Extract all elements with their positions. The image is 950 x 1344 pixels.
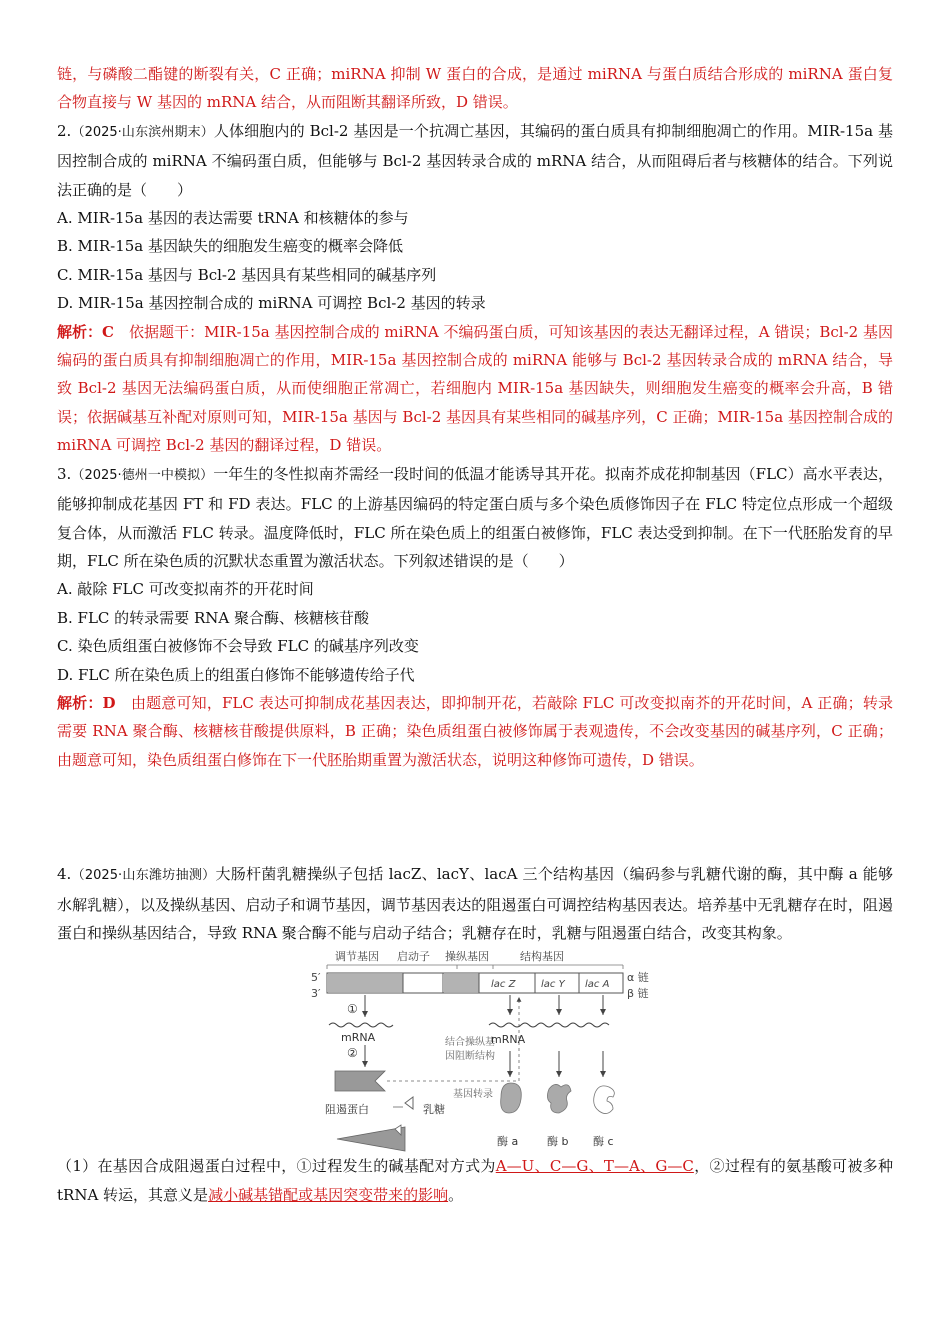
- question-2-option-a: A. MIR-15a 基因的表达需要 tRNA 和核糖体的参与: [57, 209, 409, 228]
- enzyme-b-shape: [547, 1085, 571, 1114]
- regulatory-gene-segment: [327, 974, 403, 992]
- question-4-text: 大肠杆菌乳糖操纵子包括 lacZ、lacY、lacA 三个结构基因（编码参与乳糖代谢的酶，其中酶 a 能够水解乳糖），以及操纵基因、启动子和调节基因，调节基因表达的阻遏蛋白可调控结构基因表达。培养基中无乳糖存在时，阻遏蛋白和操纵基因结合，导致 RNA 聚合酶不能与启动子结合；乳糖存在时，乳糖与阻遏蛋白结合，改变其构象。: [57, 865, 893, 942]
- question-3-option-a: A. 敲除 FLC 可改变拟南芥的开花时间: [57, 580, 314, 599]
- alpha-strand-label: α 链: [627, 971, 649, 985]
- lac-operon-figure: [57, 947, 893, 1152]
- gene-lacy: lac Y: [541, 979, 565, 991]
- label-structural-genes: 结构基因: [520, 950, 564, 964]
- question-3-stem: [57, 460, 893, 576]
- sub-1-end: 。: [448, 1185, 464, 1204]
- question-2-answer-label: 解析：C: [57, 322, 114, 341]
- regulatory-mrna-strand: [329, 1023, 393, 1027]
- beta-strand-label: β 链: [627, 987, 649, 1001]
- three-prime-end: 3′: [311, 987, 321, 1001]
- question-4-source: （2025·山东潍坊抽测）: [71, 868, 216, 884]
- question-3-option-c: C. 染色质组蛋白被修饰不会导致 FLC 的碱基序列改变: [57, 637, 419, 656]
- enzyme-a-label: 酶 a: [497, 1135, 519, 1149]
- question-2-analysis: [57, 318, 893, 460]
- enzyme-c-shape: [594, 1086, 615, 1114]
- enzyme-b-label: 酶 b: [547, 1135, 569, 1149]
- structural-mrna-strand: [489, 1023, 609, 1027]
- block-note-line-1: 结合操纵基: [445, 1037, 495, 1049]
- question-3-option-b: B. FLC 的转录需要 RNA 聚合酶、核糖核苷酸: [57, 608, 369, 627]
- question-2-option-c: C. MIR-15a 基因与 Bcl-2 基因具有某些相同的碱基序列: [57, 265, 437, 284]
- label-operator: 操纵基因: [445, 950, 489, 964]
- intro-paragraph: 链，与磷酸二酯键的断裂有关，C 正确；miRNA 抑制 W 蛋白的合成，是通过 miRNA 与蛋白质结合形成的 miRNA 蛋白复合物直接与 W 基因的 mRNA 结合，从而阻断其翻译所致，D 错误。: [57, 65, 893, 112]
- question-2-option-b: B. MIR-15a 基因缺失的细胞发生癌变的概率会降低: [57, 237, 404, 256]
- question-3-analysis-text: 由题意可知，FLC 表达可抑制成花基因表达，即抑制开花，若敲除 FLC 可改变拟南芥的开花时间，A 正确；转录需要 RNA 聚合酶、核糖核苷酸提供原料，B 正确；染色质组蛋白被修饰属于表观遗传，不会改变基因的碱基序列，C 正确；由题意可知，染色质组蛋白修饰在下一代胚胎期重置为激活状态，说明这种修饰可遗传，D 错误。: [57, 693, 893, 769]
- repressor-protein-active: [335, 1071, 385, 1091]
- question-3-option-d: D. FLC 所在染色质上的组蛋白修饰不能够遗传给子代: [57, 665, 415, 684]
- lac-operon-diagram: [305, 947, 650, 1152]
- sub-1-answer-2: 减小碱基错配或基因突变带来的影响: [208, 1185, 449, 1204]
- block-note-line-2: 因阻断结构: [445, 1051, 495, 1063]
- question-2-stem: [57, 117, 893, 204]
- lactose-label: 乳糖: [423, 1103, 445, 1117]
- block-note-line-3: 基因转录: [453, 1089, 493, 1101]
- question-3-source: （2025·德州一中模拟）: [71, 467, 214, 483]
- question-2-analysis-text: 依据题干：MIR-15a 基因控制合成的 miRNA 不编码蛋白质，可知该基因的表达无翻译过程，A 错误；Bcl-2 基因编码的蛋白质具有抑制细胞凋亡的作用，MIR-15a 基因控制合成的 miRNA 能够与 Bcl-2 基因转录合成的 mRNA 结合，导致 Bcl-2 基因无法编码蛋白质，从而使细胞正常凋亡，若细胞内 MIR-15a 基因缺失，则细胞发生癌变的概率会升高，B 错误；依据碱基互补配对原则可知，MIR-15a 基因与 Bcl-2 基因具有某些相同的碱基序列，C 正确；MIR-15a 基因控制合成的 miRNA 可调控 Bcl-2 基因的翻译过程，D 错误。: [57, 322, 893, 455]
- question-4-sub-1: [57, 1152, 893, 1209]
- enzyme-c-label: 酶 c: [593, 1135, 614, 1149]
- section-gap: [57, 774, 893, 860]
- page-content: [57, 60, 893, 1209]
- sub-1-prefix: （1）在基因合成阻遏蛋白过程中，①过程发生的碱基配对方式为: [57, 1157, 496, 1176]
- question-3-text: 一年生的冬性拟南芥需经一段时间的低温才能诱导其开花。拟南芥成花抑制基因（FLC）高水平表达，能够抑制成花基因 FT 和 FD 表达。FLC 的上游基因编码的特定蛋白质与多个染色质修饰因子在 FLC 特定位点形成一个超级复合体，从而激活 FLC 转录。温度降低时，FLC 所在染色质上的组蛋白被修饰，FLC 表达受到抑制。在下一代胚胎发育的早期，FLC 所在染色质的沉默状态重置为激活状态。下列叙述错误的是（ ）: [57, 464, 893, 570]
- step-2-marker: ②: [347, 1046, 358, 1061]
- gene-laca: lac A: [585, 979, 610, 991]
- lactose-shape: [405, 1097, 413, 1109]
- repressor-protein-inactive: [337, 1127, 405, 1151]
- question-3-answer-label: 解析：D: [57, 693, 116, 712]
- label-regulatory-gene: 调节基因: [335, 950, 379, 964]
- step-1-marker: ①: [347, 1002, 358, 1017]
- question-2-number: 2.: [57, 121, 72, 140]
- question-2-text: 人体细胞内的 Bcl-2 基因是一个抗凋亡基因，其编码的蛋白质具有抑制细胞凋亡的作用。MIR-15a 基因控制合成的 miRNA 不编码蛋白质，但能够与 Bcl-2 基因转录合成的 mRNA 结合，从而阻碍后者与核糖体的结合。下列说法正确的是（ ）: [57, 121, 893, 199]
- question-4-stem: [57, 860, 893, 947]
- sub-1-middle: ，②过程有的氨基酸可被多种 tRNA 转运，其意义是: [57, 1157, 893, 1204]
- question-2-source: （2025·山东滨州期末）: [71, 124, 214, 140]
- mrna-label-left: mRNA: [341, 1031, 376, 1045]
- five-prime-end: 5′: [311, 971, 321, 985]
- label-promoter: 启动子: [397, 950, 430, 964]
- enzyme-a-shape: [501, 1083, 522, 1113]
- question-4-number: 4.: [57, 865, 72, 884]
- gene-lacz: lac Z: [491, 979, 516, 991]
- question-2-option-d: D. MIR-15a 基因控制合成的 miRNA 可调控 Bcl-2 基因的转录: [57, 294, 486, 313]
- repressor-label: 阻遏蛋白: [325, 1103, 369, 1117]
- question-3-number: 3.: [57, 464, 72, 483]
- mrna-label-right: mRNA: [491, 1033, 526, 1047]
- operator-segment: [443, 974, 479, 992]
- sub-1-answer-1: A—U、C—G、T—A、G—C: [495, 1157, 694, 1176]
- question-3-analysis: [57, 689, 893, 774]
